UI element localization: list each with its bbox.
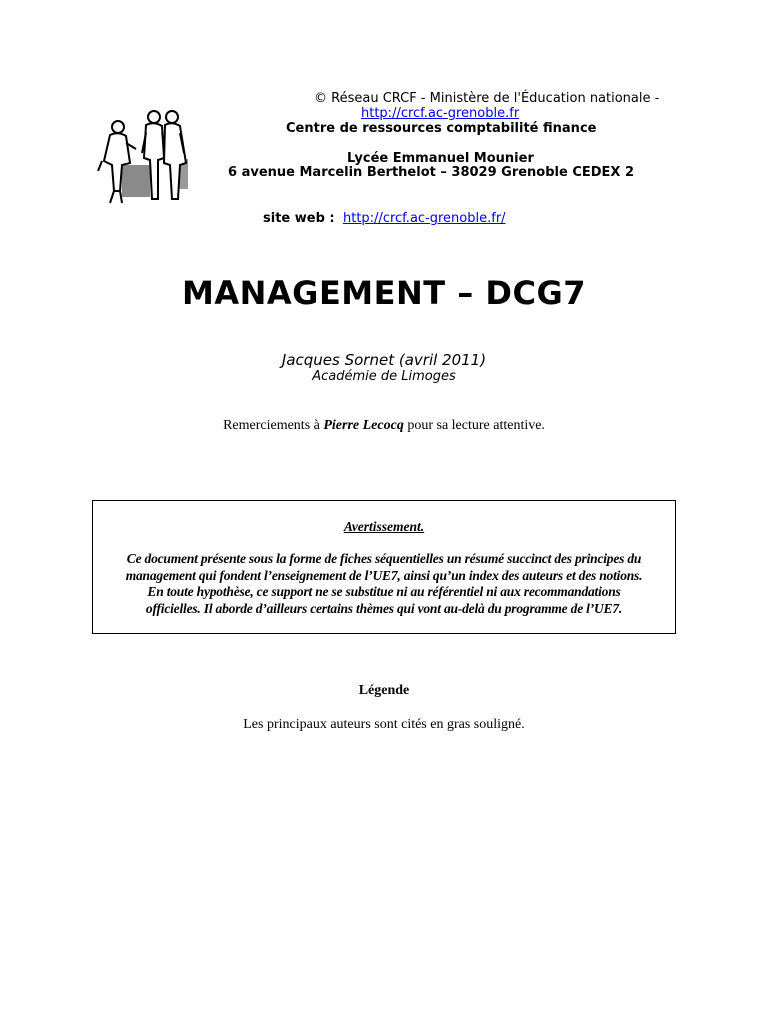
logo-illustration (92, 103, 192, 208)
school-address: 6 avenue Marcelin Berthelot – 38029 Grenoble CEDEX 2 (228, 165, 635, 180)
warning-title: Avertissement. (343, 519, 425, 534)
school-name: Lycée Emmanuel Mounier (347, 151, 534, 166)
warning-line: officielles. Il aborde d’ailleurs certains thèmes qui vont au-delà du programme de l’UE7. (145, 600, 623, 616)
warning-line: Ce document présente sous la forme de fiches séquentielles un résumé succinct des principes du (126, 551, 642, 566)
warning-line: En toute hypothèse, ce support ne se substitue ni au référentiel ni aux recommandations (147, 584, 621, 599)
crcf-link[interactable]: http://crcf.ac-grenoble.fr (361, 106, 520, 121)
acknowledgement (0, 418, 768, 434)
warning-line: management qui fondent l’enseignement de l’UE7, ainsi qu’un index des auteurs et des notions. (125, 567, 643, 583)
document-title: MANAGEMENT – DCG7 (182, 274, 586, 312)
legend-title: Légende (358, 683, 410, 698)
legend-text: Les principaux auteurs sont cités en gras souligné. (243, 717, 525, 732)
thanks-name: Pierre Lecocq (323, 418, 404, 433)
site-link[interactable]: http://crcf.ac-grenoble.fr/ (343, 211, 506, 226)
author: Jacques Sornet (avril 2011) (281, 351, 487, 369)
thanks-suffix: pour sa lecture attentive. (403, 418, 545, 433)
academy: Académie de Limoges (312, 369, 456, 384)
warning-box (92, 500, 676, 634)
warning-body (99, 551, 669, 617)
copyright-line: © Réseau CRCF - Ministère de l'Éducation nationale - (314, 91, 660, 106)
site-label: site web : (263, 211, 335, 226)
thanks-prefix: Remerciements à (223, 418, 324, 433)
center-name: Centre de ressources comptabilité finance (286, 121, 597, 136)
